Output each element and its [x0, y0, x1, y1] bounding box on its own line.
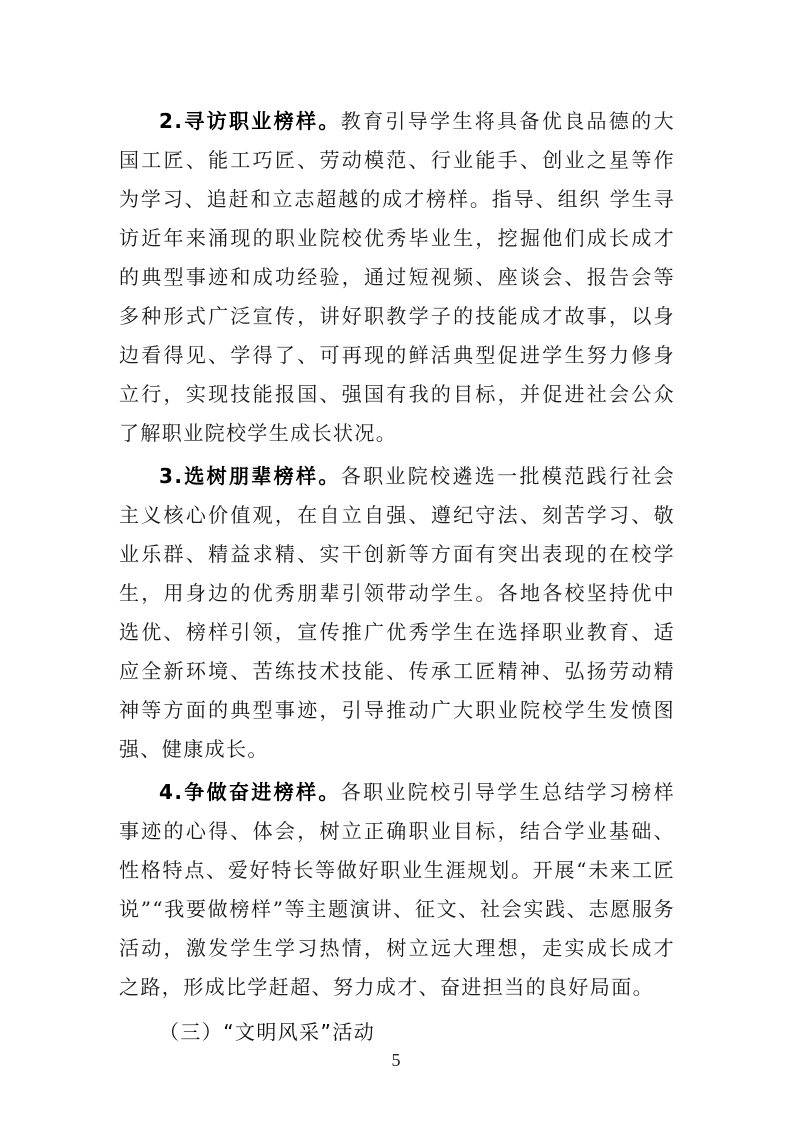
paragraph-strive-role-models: [119, 773, 675, 1007]
paragraph-text-3: 各职业院校遴选一批模范践行社会主义核心价值观，在自立自强、遵纪守法、刻苦学习、敬业乐群、精益求精、实干创新等方面有突出表现的在校学生，用身边的优秀朋辈引领带动学生。各地各校坚持优中选优、榜样引领，宣传推广优秀学生在选择职业教育、适应全新环境、苦练技术技能、传承工匠精神、弘扬劳动精神等方面的典型事迹，引导推动广大职业院校学生发愤图强、健康成长。: [119, 464, 676, 761]
document-body: [119, 102, 675, 1052]
paragraph-lead-2: 2.寻访职业榜样。: [159, 109, 341, 133]
paragraph-visit-role-models: [119, 102, 675, 453]
paragraph-peer-role-models: [119, 457, 675, 769]
page-number: 5: [391, 1050, 401, 1070]
paragraph-text-2: 教育引导学生将具备优良品德的大国工匠、能工巧匠、劳动模范、行业能手、创业之星等作为学习、追赶和立志超越的成才榜样。指导、组织 学生寻访近年来涌现的职业院校优秀毕业生，挖掘他们成长成才的典型事迹和成功经验，通过短视频、座谈会、报告会等多种形式广泛宣传，讲好职教学子的技能成才故事，以身边看得见、学得了、可再现的鲜活典型促进学生努力修身立行，实现技能报国、强国有我的目标，并促进社会公众了解职业院校学生成长状况。: [119, 109, 676, 445]
paragraph-lead-4: 4.争做奋进榜样。: [159, 780, 341, 804]
section-subheading: （三）“文明风采”活动: [159, 1020, 376, 1044]
paragraph-lead-3: 3.选树朋辈榜样。: [159, 464, 341, 488]
paragraph-text-4: 各职业院校引导学生总结学习榜样事迹的心得、体会，树立正确职业目标，结合学业基础、性格特点、爱好特长等做好职业生涯规划。开展“未来工匠说”“我要做榜样”等主题演讲、征文、社会实践、志愿服务活动，激发学生学习热情，树立远大理想，走实成长成才之路，形成比学赶超、努力成才、奋进担当的良好局面。: [119, 780, 676, 999]
